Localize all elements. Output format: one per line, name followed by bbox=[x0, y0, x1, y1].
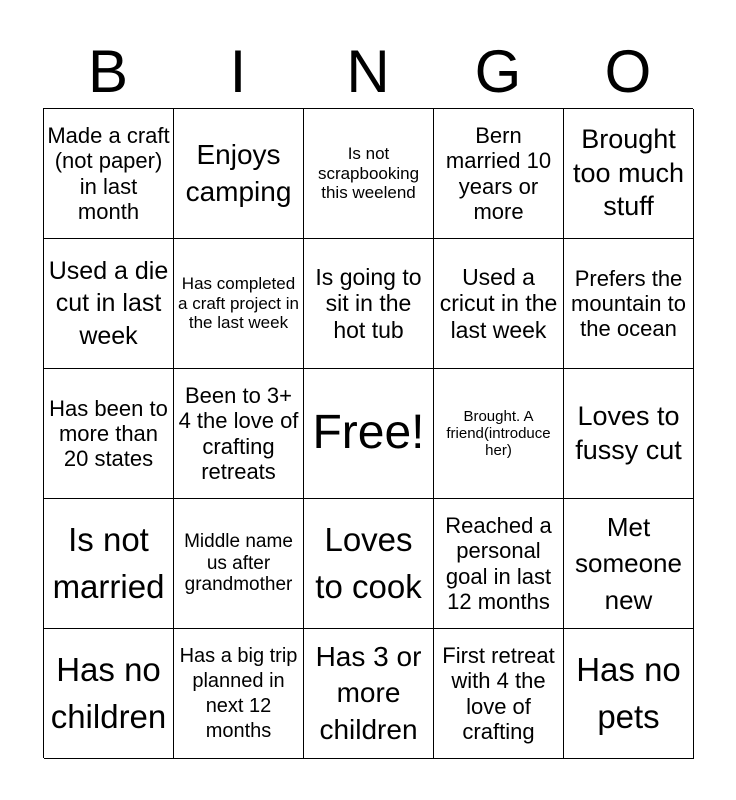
bingo-cell-r3c1[interactable]: Has been to more than 20 states bbox=[44, 369, 174, 499]
bingo-board bbox=[43, 108, 693, 758]
bingo-cell-r2c5[interactable]: Prefers the mountain to the ocean bbox=[564, 239, 694, 369]
bingo-cell-r4c1[interactable]: Is not married bbox=[44, 499, 174, 629]
bingo-cell-r4c2[interactable]: Middle name us after grandmother bbox=[174, 499, 304, 629]
header-letter-n: N bbox=[346, 38, 390, 105]
header-letter-b: B bbox=[87, 38, 129, 105]
bingo-cell-r5c2[interactable]: Has a big trip planned in next 12 months bbox=[174, 629, 304, 759]
bingo-cell-r3c4[interactable]: Brought. A friend(introduce her) bbox=[434, 369, 564, 499]
bingo-cell-r3c2[interactable]: Been to 3+ 4 the love of crafting retreats bbox=[174, 369, 304, 499]
bingo-cell-r3c5[interactable]: Loves to fussy cut bbox=[564, 369, 694, 499]
bingo-cell-r2c2[interactable]: Has completed a craft project in the last week bbox=[174, 239, 304, 369]
bingo-cell-r1c3[interactable]: Is not scrapbooking this weelend bbox=[304, 109, 434, 239]
bingo-cell-r2c3[interactable]: Is going to sit in the hot tub bbox=[304, 239, 434, 369]
bingo-cell-r1c5[interactable]: Brought too much stuff bbox=[564, 109, 694, 239]
header-letter-i: I bbox=[229, 38, 247, 105]
bingo-cell-r1c4[interactable]: Bern married 10 years or more bbox=[434, 109, 564, 239]
bingo-cell-r5c5[interactable]: Has no pets bbox=[564, 629, 694, 759]
bingo-header bbox=[43, 36, 693, 108]
bingo-cell-r5c1[interactable]: Has no children bbox=[44, 629, 174, 759]
bingo-cell-r1c1[interactable]: Made a craft (not paper) in last month bbox=[44, 109, 174, 239]
bingo-cell-r4c5[interactable]: Met someone new bbox=[564, 499, 694, 629]
bingo-cell-r4c3[interactable]: Loves to cook bbox=[304, 499, 434, 629]
header-letter-o: O bbox=[604, 38, 652, 105]
bingo-cell-r2c4[interactable]: Used a cricut in the last week bbox=[434, 239, 564, 369]
bingo-cell-r5c3[interactable]: Has 3 or more children bbox=[304, 629, 434, 759]
bingo-cell-r5c4[interactable]: First retreat with 4 the love of crafting bbox=[434, 629, 564, 759]
bingo-cell-free[interactable]: Free! bbox=[304, 369, 434, 499]
header-letter-g: G bbox=[474, 38, 522, 105]
bingo-cell-r2c1[interactable]: Used a die cut in last week bbox=[44, 239, 174, 369]
bingo-cell-r1c2[interactable]: Enjoys camping bbox=[174, 109, 304, 239]
bingo-cell-r4c4[interactable]: Reached a personal goal in last 12 months bbox=[434, 499, 564, 629]
